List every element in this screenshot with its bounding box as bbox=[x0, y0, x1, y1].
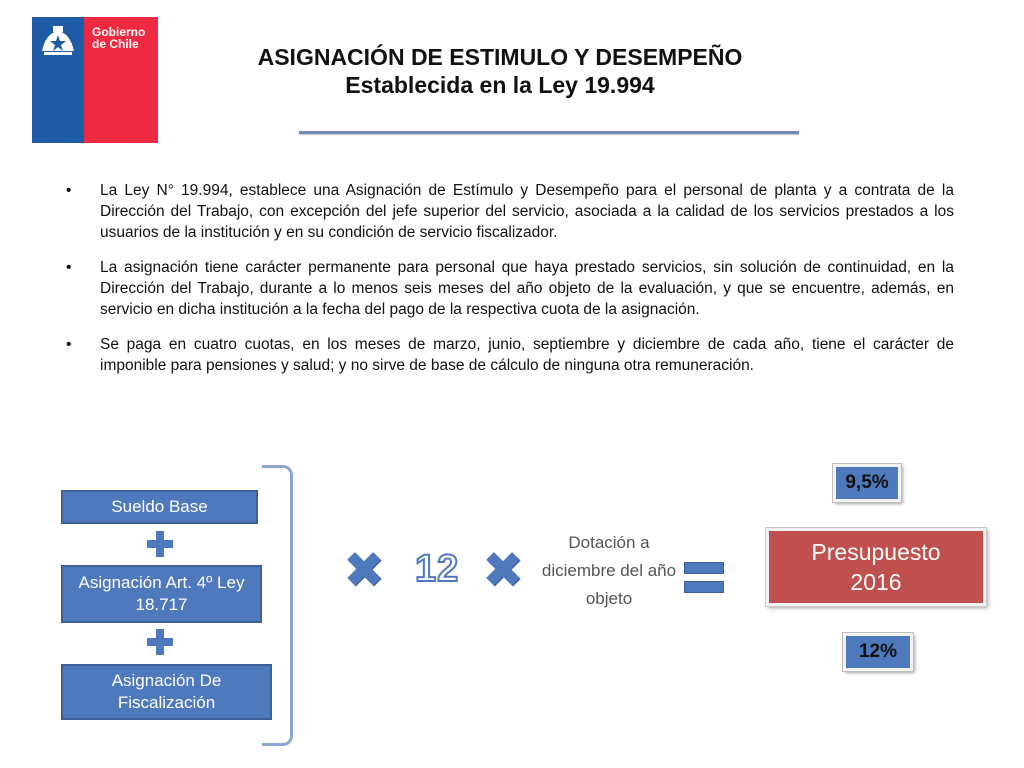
component-sueldo-base bbox=[61, 490, 258, 524]
dotacion-label: Dotación a diciembre del año objeto bbox=[541, 533, 677, 608]
multiply-icon: ✖ bbox=[343, 541, 385, 599]
right-bracket bbox=[262, 465, 293, 746]
presupuesto-line1: Presupuesto bbox=[811, 539, 941, 565]
percentage-value: 9,5% bbox=[845, 472, 889, 493]
percentage-value: 12% bbox=[858, 641, 898, 662]
component-asignacion-fiscalizacion bbox=[61, 664, 272, 720]
presupuesto-line2: 2016 bbox=[850, 569, 902, 595]
equals-bar bbox=[684, 581, 724, 593]
bullet-item bbox=[64, 257, 954, 320]
component-label: Sueldo Base bbox=[111, 497, 208, 516]
title-underline bbox=[299, 131, 799, 134]
slide-title bbox=[190, 44, 810, 99]
title-line1: ASIGNACIÓN DE ESTIMULO Y DESEMPEÑO bbox=[257, 44, 743, 70]
bullet-text: La asignación tiene carácter permanente para personal que haya prestado servicios, sin solución de continuidad, en la Dirección del Trabajo, durante a lo menos seis meses del año objeto de la evaluación, y que se encuentre, además, en servicio en dicha institución a la fecha del pago de la respectiva cuota de la asignación. bbox=[100, 259, 954, 318]
bullet-marker: • bbox=[66, 336, 72, 353]
bullet-item bbox=[64, 334, 954, 376]
percentage-badge-top bbox=[833, 464, 901, 502]
logo-line2: de Chile bbox=[92, 37, 139, 51]
logo-text bbox=[92, 26, 145, 50]
logo-red-panel bbox=[84, 17, 158, 143]
equals-bar bbox=[684, 562, 724, 574]
bullet-text: La Ley N° 19.994, establece una Asignación de Estímulo y Desempeño para el personal de planta y a contrata de la Dirección del Trabajo, con excepción del jefe superior del servicio, asociada a la calidad de los servicios prestados a los usuarios de la institución y en su condición de servicio fiscalizador. bbox=[100, 182, 954, 241]
component-label: Asignación Art. 4º Ley 18.717 bbox=[78, 573, 245, 614]
plus-icon bbox=[147, 531, 173, 557]
presupuesto-box bbox=[766, 528, 986, 606]
title-line2: Establecida en la Ley 19.994 bbox=[345, 72, 655, 98]
plus-icon bbox=[147, 629, 173, 655]
bullet-list bbox=[64, 180, 954, 390]
component-asignacion-art4 bbox=[61, 565, 262, 623]
component-label: Asignación De Fiscalización bbox=[111, 671, 222, 712]
percentage-badge-bottom bbox=[843, 633, 913, 671]
logo-blue-panel bbox=[32, 17, 84, 143]
bullet-item bbox=[64, 180, 954, 243]
gobierno-de-chile-logo bbox=[32, 17, 158, 143]
logo-line1: Gobierno bbox=[92, 25, 146, 39]
bullet-marker: • bbox=[66, 182, 72, 199]
equals-icon bbox=[684, 562, 724, 600]
chile-crest-icon bbox=[38, 23, 78, 57]
bullet-marker: • bbox=[66, 259, 72, 276]
multiply-icon: ✖ bbox=[482, 541, 524, 599]
bullet-text: Se paga en cuatro cuotas, en los meses de marzo, junio, septiembre y diciembre de cada año, tiene el carácter de imponible para pensiones y salud; y no sirve de base de cálculo de ninguna otra remuneración. bbox=[100, 336, 954, 374]
multiplier-value: 12 bbox=[415, 548, 460, 590]
